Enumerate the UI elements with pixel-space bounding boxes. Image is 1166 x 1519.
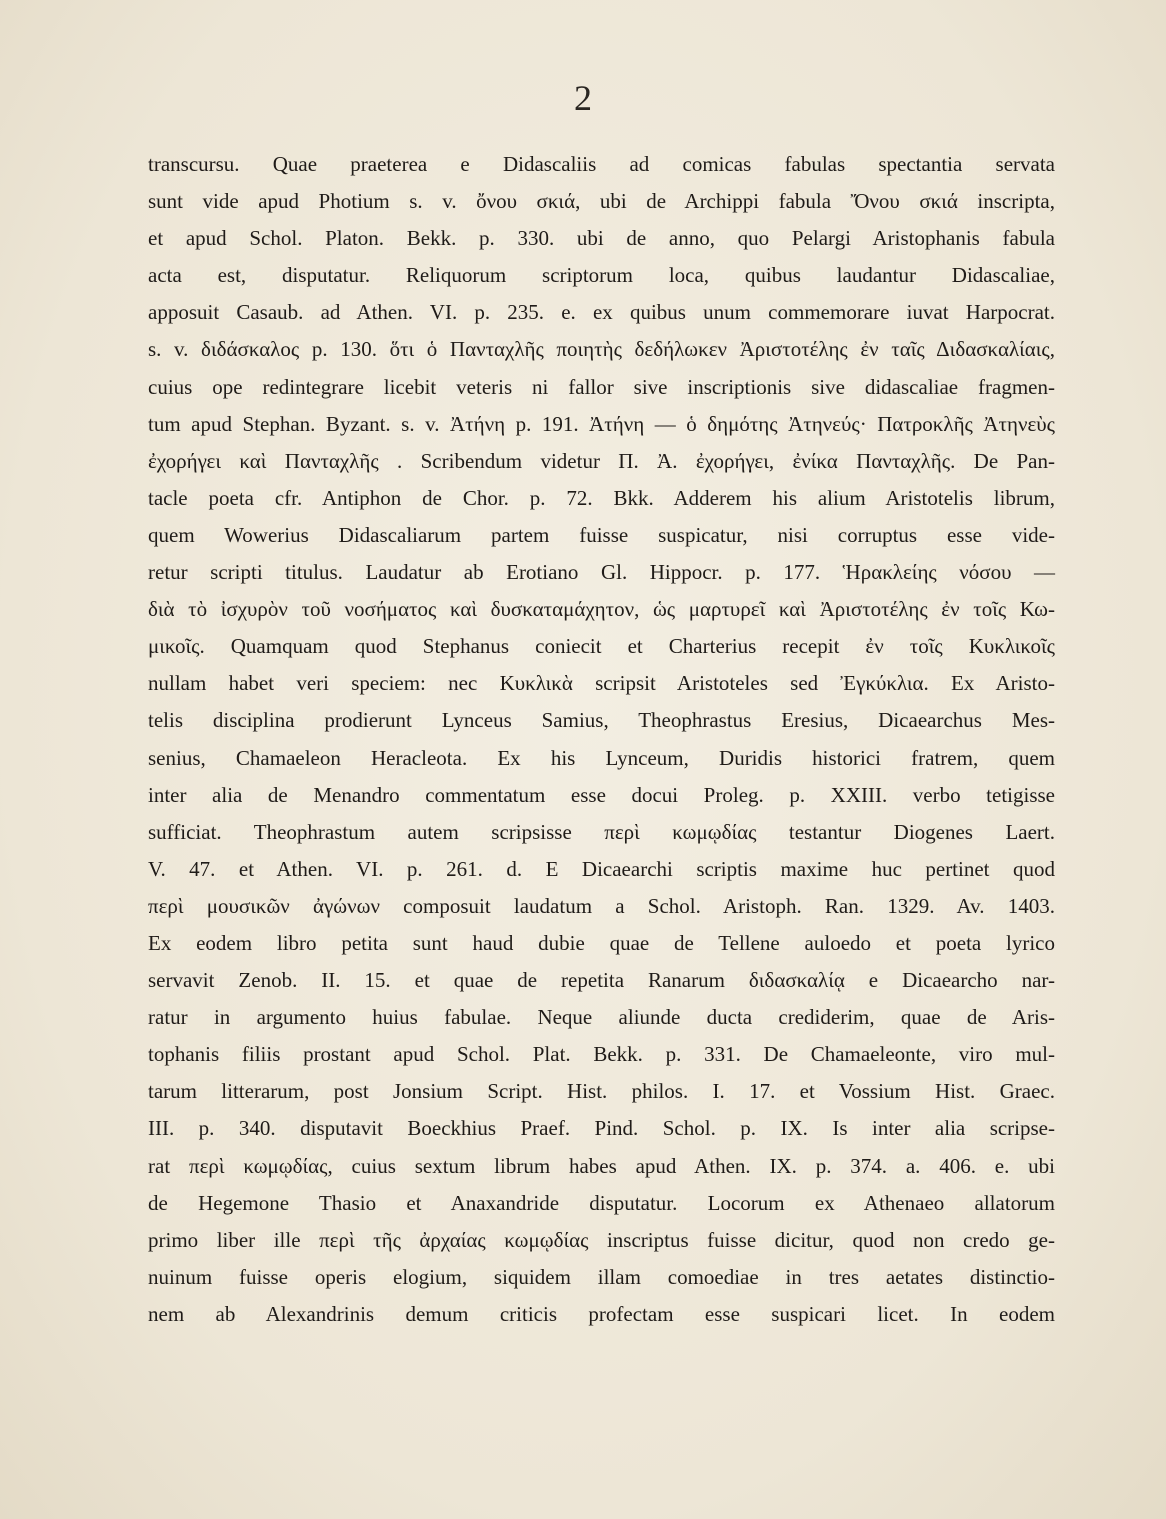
text-line: nullam habet veri speciem: nec Κυκλικὰ scripsit Aristoteles sed Ἐγκύκλια. Ex Aristo- <box>148 671 1055 696</box>
text-line: III. p. 340. disputavit Boeckhius Praef. Pind. Schol. p. IX. Is inter alia scripse- <box>148 1116 1055 1141</box>
text-line: tarum litterarum, post Jonsium Script. Hist. philos. I. 17. et Vossium Hist. Graec. <box>148 1079 1055 1104</box>
text-line: V. 47. et Athen. VI. p. 261. d. E Dicaearchi scriptis maxime huc pertinet quod <box>148 856 1055 881</box>
text-line: apposuit Casaub. ad Athen. VI. p. 235. e. ex quibus unum commemorare iuvat Harpocrat. <box>148 300 1055 325</box>
text-line: sunt vide apud Photium s. v. ὄνου σκιά, ubi de Archippi fabula Ὄνου σκιά inscripta, <box>148 189 1055 214</box>
body-text <box>148 146 1055 1333</box>
text-line: retur scripti titulus. Laudatur ab Erotiano Gl. Hippocr. p. 177. Ἡρακλείης νόσου — <box>148 560 1055 585</box>
text-line: s. v. διδάσκαλος p. 130. ὅτι ὁ Πανταχλῆς ποιητὴς δεδήλωκεν Ἀριστοτέλης ἐν ταῖς Διδασκαλίαις, <box>148 337 1055 362</box>
text-line: de Hegemone Thasio et Anaxandride disputatur. Locorum ex Athenaeo allatorum <box>148 1190 1055 1215</box>
text-line: acta est, disputatur. Reliquorum scriptorum loca, quibus laudantur Didascaliae, <box>148 263 1055 288</box>
text-line: διὰ τὸ ἰσχυρὸν τοῦ νοσήματος καὶ δυσκαταμάχητον, ὡς μαρτυρεῖ καὶ Ἀριστοτέλης ἐν τοῖς Κω- <box>148 597 1055 622</box>
text-line: telis disciplina prodierunt Lynceus Samius, Theophrastus Eresius, Dicaearchus Mes- <box>148 708 1055 733</box>
text-line: rat περὶ κωμῳδίας, cuius sextum librum habes apud Athen. IX. p. 374. a. 406. e. ubi <box>148 1153 1055 1178</box>
text-line: senius, Chamaeleon Heracleota. Ex his Lynceum, Duridis historici fratrem, quem <box>148 745 1055 770</box>
text-line: primo liber ille περὶ τῆς ἀρχαίας κωμῳδίας inscriptus fuisse dicitur, quod non credo ge- <box>148 1227 1055 1252</box>
text-line: περὶ μουσικῶν ἀγώνων composuit laudatum a Schol. Aristoph. Ran. 1329. Av. 1403. <box>148 893 1055 918</box>
text-line: nuinum fuisse operis elogium, siquidem illam comoediae in tres aetates distinctio- <box>148 1264 1055 1289</box>
page-number: 2 <box>574 78 592 118</box>
text-line: ratur in argumento huius fabulae. Neque aliunde ducta crediderim, quae de Aris- <box>148 1005 1055 1030</box>
text-line: μικοῖς. Quamquam quod Stephanus coniecit et Charterius recepit ἐν τοῖς Κυκλικοῖς <box>148 634 1055 659</box>
text-line: quem Wowerius Didascaliarum partem fuisse suspicatur, nisi corruptus esse vide- <box>148 522 1055 547</box>
text-line: ἐχορήγει καὶ Πανταχλῆς . Scribendum videtur Π. Ἀ. ἐχορήγει, ἐνίκα Πανταχλῆς. De Pan- <box>148 448 1055 473</box>
text-line: inter alia de Menandro commentatum esse docui Proleg. p. XXIII. verbo tetigisse <box>148 782 1055 807</box>
text-line: Ex eodem libro petita sunt haud dubie quae de Tellene auloedo et poeta lyrico <box>148 930 1055 955</box>
text-line: sufficiat. Theophrastum autem scripsisse περὶ κωμῳδίας testantur Diogenes Laert. <box>148 819 1055 844</box>
text-line: nem ab Alexandrinis demum criticis profectam esse suspicari licet. In eodem <box>148 1301 1055 1326</box>
text-line: transcursu. Quae praeterea e Didascaliis ad comicas fabulas spectantia servata <box>148 152 1055 176</box>
text-line: tophanis filiis prostant apud Schol. Plat. Bekk. p. 331. De Chamaeleonte, viro mul- <box>148 1042 1055 1067</box>
text-line: cuius ope redintegrare licebit veteris ni fallor sive inscriptionis sive didascaliae fragmen- <box>148 374 1055 399</box>
text-line: et apud Schol. Platon. Bekk. p. 330. ubi de anno, quo Pelargi Aristophanis fabula <box>148 226 1055 251</box>
text-line: tacle poeta cfr. Antiphon de Chor. p. 72. Bkk. Adderem his alium Aristotelis librum, <box>148 485 1055 510</box>
text-line: tum apud Stephan. Byzant. s. v. Ἀτήνη p. 191. Ἀτήνη — ὁ δημότης Ἀτηνεύς· Πατροκλῆς Ἀτηνεὺς <box>148 411 1055 436</box>
text-line: servavit Zenob. II. 15. et quae de repetita Ranarum διδασκαλίᾳ e Dicaearcho nar- <box>148 968 1055 993</box>
